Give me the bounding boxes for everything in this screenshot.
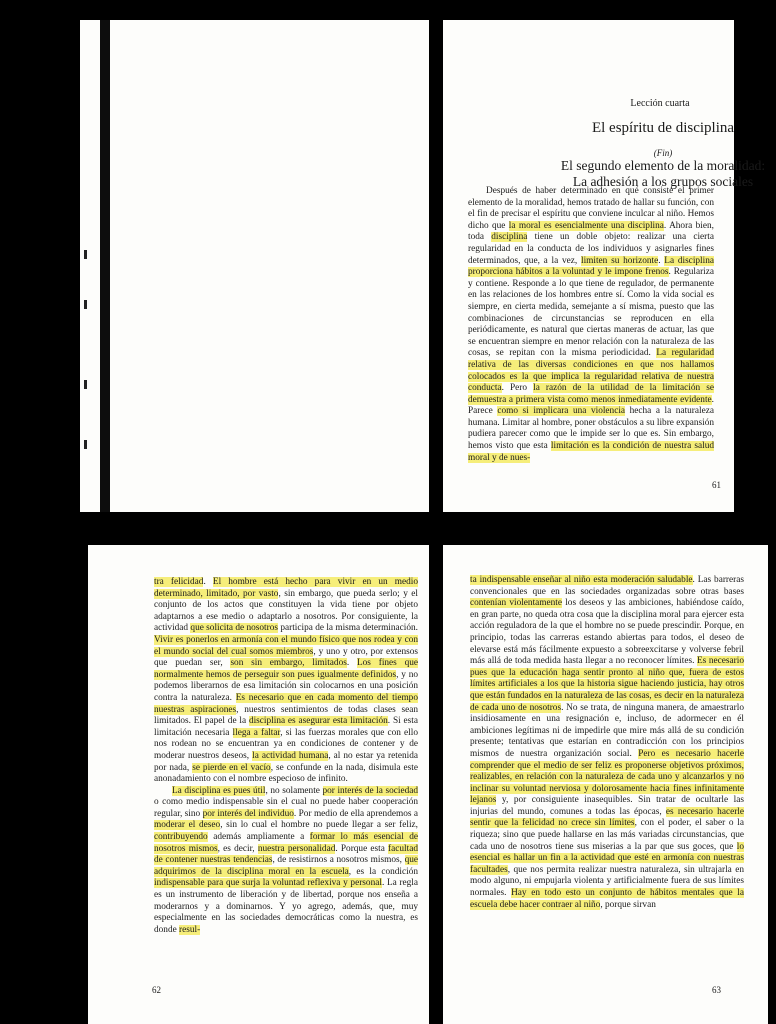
page-61 xyxy=(80,20,766,512)
highlighted-text: formar lo más esencial de nosotros mismos xyxy=(154,832,418,854)
page-62 xyxy=(88,545,440,1024)
highlighted-text: tra felicidad xyxy=(154,577,204,587)
highlighted-text: facultad de contener nuestras tendencias xyxy=(154,843,418,866)
highlighted-text: la razón de la utilidad de la limitación se demuestra a primera vista como menos inmediatamente evidente xyxy=(468,383,714,405)
text-run: , sin lo cual el hombre no puede llegar a ser feliz, xyxy=(220,820,418,831)
text-run: además ampliamente a xyxy=(207,832,310,843)
text-run: . Pero xyxy=(501,383,534,394)
body-paragraph xyxy=(154,786,418,937)
lesson-label: Lección cuarta xyxy=(630,98,690,109)
highlighted-text: lo esencial es hallar un fin a la actividad que esté en armonía con nuestras facultades xyxy=(470,841,744,875)
highlighted-text: ta indispensable enseñar al niño esta moderación saludable xyxy=(470,575,693,585)
highlighted-text: Es necesario que en cada momento del tiempo nuestras aspiraciones xyxy=(154,692,418,715)
page-63 xyxy=(440,545,768,1024)
highlighted-text: contenían violentamente xyxy=(470,598,563,609)
text-run: . xyxy=(658,255,665,266)
text-run: . Regulariza y contiene. Responde a lo que tiene de regulador, de permanente en las relaciones de los hombres entre sí. Como la vida social es siempre, en cierta medida, semejante a sí misma, puesto que las combinaciones de circunstancias se reproducen en ella periódicamente, es natural que ciertas maneras de actuar, las que se encuentran siempre en menor relación con la naturaleza de las cosas, se repitan con la misma periodicidad. xyxy=(468,267,715,359)
book-gutter xyxy=(429,20,443,1024)
text-run: participa de la misma determinación. xyxy=(278,623,418,634)
text-run: tiene un doble objeto: realizar una cierta regularidad en la conducta de los individuos y asignarles fines determinados, que, a la vez, xyxy=(468,232,714,266)
highlighted-text: por interés del individuo xyxy=(202,808,294,819)
highlighted-text: La regularidad relativa de las diversas condiciones en que nos hallamos colocados es la que implica la regularidad relativa de nuestra conducta xyxy=(468,348,714,394)
text-run: , porque sirvan xyxy=(600,899,656,910)
text-run: , al no estar ya retenida por nada, xyxy=(154,750,418,773)
text-run: o como medio indispensable sin el cual no puede haber cooperación regular, sino xyxy=(154,797,418,819)
highlighted-text: indispensable para que surja la voluntad reflexiva y personal xyxy=(154,878,382,889)
text-run: . Porque esta xyxy=(335,843,389,854)
highlighted-text: moderar el deseo xyxy=(154,820,221,831)
chapter-fin-label: (Fin) xyxy=(653,148,673,158)
page-number: 62 xyxy=(152,985,161,995)
scan-shadow xyxy=(0,260,60,480)
text-run: . xyxy=(203,577,213,587)
highlighted-text: Los fines que normalmente hemos de perseguir son pues igualmente definidos xyxy=(154,658,419,680)
highlighted-text: limitación es la condición de nuestra salud moral y de nues- xyxy=(468,441,714,463)
text-run: y, por consiguiente inasequibles. Sin tratar de ocultarle las injurias del mundo, comunes a todas las épocas, xyxy=(470,795,744,817)
highlighted-text: que solicita de nosotros xyxy=(190,623,278,634)
text-run: , con el poder, el saber o la riqueza; sino que puede hallarse en las más variadas circunstancias, que cada uno de nosotros tiene sus miserias a la par que sus goces, que xyxy=(470,818,745,852)
text-run: los deseos y las ambiciones, habiéndose caído, en gran parte, no queda otra cosa que la disciplina moral para ejercer esta acción reguladora de la que el hombre no se puede prescindir. Porque, en principio, todas las carreras estando abiertas para todos, el deseo de elevarse está más fácilmente expuesto a sobreexcitarse y volverse febril más allá de toda medida hasta llegar a no reconocer límites. xyxy=(470,598,744,667)
text-run: , si las fuerzas morales que con ello nos rodean no se encuentran ya en condiciones de contener y de moderar nuestros deseos, xyxy=(154,727,418,761)
scan-mark xyxy=(84,250,87,259)
text-run: . xyxy=(346,658,357,669)
highlighted-text: Es necesario pues que la educación haga sentir pronto al niño que, fuera de estos límites artificiales a los que la historia sigue haciendo justicia, hay otros que están fundados en la naturaleza de las cosas, es decir en la naturaleza de cada uno de nosotros xyxy=(470,656,744,713)
highlighted-text: El hombre está hecho para vivir en un medio determinado, limitado, por vasto xyxy=(154,577,419,599)
text-run: , y uno y otro, por extensos que puedan ser, xyxy=(154,646,418,669)
highlighted-text: como si implicara una violencia xyxy=(497,406,626,417)
text-run: . Ahora bien, toda xyxy=(468,220,714,243)
text-run: . Parece xyxy=(468,394,714,417)
highlighted-text: llega a faltar xyxy=(232,727,281,738)
highlighted-text: disciplina xyxy=(491,232,528,243)
highlighted-text: por interés de la sociedad xyxy=(322,785,418,796)
text-run: , y no podemos liberarnos de esa limitación sin colocarnos en una posición contra la naturaleza. xyxy=(154,669,418,703)
text-run: , sin embargo, que pueda serlo; y el conjunto de los actos que constituyen la vida tiene por objeto adaptarnos a ese medio o adaptarlo a nosotros. Por consiguiente, la actividad xyxy=(154,588,418,634)
highlighted-text: resul- xyxy=(179,924,201,935)
text-run: , se confunde en la nada, disimula este anonadamiento con el nombre especioso de infinito. xyxy=(154,762,419,785)
highlighted-text: la moral es esencialmente una disciplina xyxy=(508,220,664,231)
book-spine-shadow xyxy=(100,20,110,512)
text-run: . No se trata, de ninguna manera, de amaestrarlo insidiosamente en una resignación e, incluso, de adormecer en él ambiciones legítimas ni de impedirle que mire más allá de su condición presente; tentativas que estarían en contradicción con los principios mismos de nuestra organización social. xyxy=(470,702,744,759)
highlighted-text: nuestra personalidad xyxy=(257,843,336,854)
page-number: 63 xyxy=(712,985,721,995)
highlighted-text: se pierde en el vacío xyxy=(192,762,271,773)
text-run: . La regla es un instrumento de liberación y de libertad, porque nos enseña a moderarnos y a dominarnos. Y yo agrego, además, que, muy especialmente en las sociedades democráticas como la nuestra, es donde xyxy=(154,878,418,935)
highlighted-text: La disciplina proporciona hábitos a la voluntad y le impone frenos xyxy=(468,255,714,278)
body-paragraph xyxy=(154,577,418,786)
text-run: , no solamente xyxy=(265,785,323,796)
text-run: , que nos permita realizar nuestra naturaleza, sin ultrajarla en modo alguno, ni empujarla violenta y artificialmente fuera de sus límites normales. xyxy=(470,864,744,899)
highlighted-text: disciplina es asegurar esta limitación xyxy=(248,716,388,727)
highlighted-text: la actividad humana xyxy=(252,750,329,761)
text-run: , es decir, xyxy=(217,843,258,854)
scan-shadow xyxy=(0,0,90,200)
body-text xyxy=(154,577,418,936)
scan-mark xyxy=(84,380,87,389)
text-run: , es la condición xyxy=(348,866,418,877)
highlighted-text: que adquirimos de la disciplina moral en la escuela xyxy=(154,855,418,877)
highlighted-text: es necesario hacerle sentir que la felicidad no crece sin límites xyxy=(470,806,745,829)
text-run: . Si esta limitación necesaria xyxy=(154,716,418,738)
highlighted-text: La disciplina es pues útil xyxy=(172,785,266,796)
chapter-title: El espíritu de disciplina xyxy=(591,120,735,136)
subtitle-line-1: El segundo elemento de la moralidad: xyxy=(560,158,766,173)
text-run: . Por medio de ella aprendemos a xyxy=(293,808,418,819)
body-paragraph xyxy=(470,575,744,911)
page-number: 61 xyxy=(712,480,721,490)
highlighted-text: son sin embargo, limitados xyxy=(230,658,347,669)
highlighted-text: Hay en todo esto un conjunto de hábitos mentales que la escuela debe hacer contraer al niño xyxy=(470,888,744,910)
body-paragraph xyxy=(468,186,714,464)
text-run: hecha a la naturaleza humana. Limitar al hombre, poner obstáculos a su libre expansión pudiera parecer como que le impide ser lo que es. Sin embargo, hemos visto que esta xyxy=(468,406,714,452)
scan-mark xyxy=(84,300,87,309)
highlighted-text: Vivir es ponerlos en armonía con el mundo físico que nos rodea y con el mundo social del cual somos miembros xyxy=(154,634,418,657)
subtitle-line-2: La adhesión a los grupos sociales xyxy=(572,174,754,189)
highlighted-text: limiten su horizonte xyxy=(580,255,659,266)
scan-mark xyxy=(84,440,87,449)
highlighted-text: Pero es necesario hacerle comprender que el medio de ser feliz es proponerse objetivos próximos, realizables, en relación con la naturaleza de cada uno y alcanzarlos y no inclinar su voluntad nerviosa y dolorosamente hacia fines infinitamente lejanos xyxy=(470,748,744,806)
text-run: Después de haber determinado en qué consiste el primer elemento de la moralidad, hemos tratado de hallar su función, con el fin de precisar el espíritu que conviene inculcar al niño. Hemos dicho que xyxy=(468,186,714,231)
text-run: . Las barreras convencionales que en las sociedades organizadas sobre otras bases xyxy=(470,575,744,597)
text-run: , nuestros sentimientos de todas clases sean limitados. El papel de la xyxy=(154,704,418,727)
text-run: , de resistirnos a nosotros mismos, xyxy=(272,855,405,866)
highlighted-text: contribuyendo xyxy=(154,832,208,843)
